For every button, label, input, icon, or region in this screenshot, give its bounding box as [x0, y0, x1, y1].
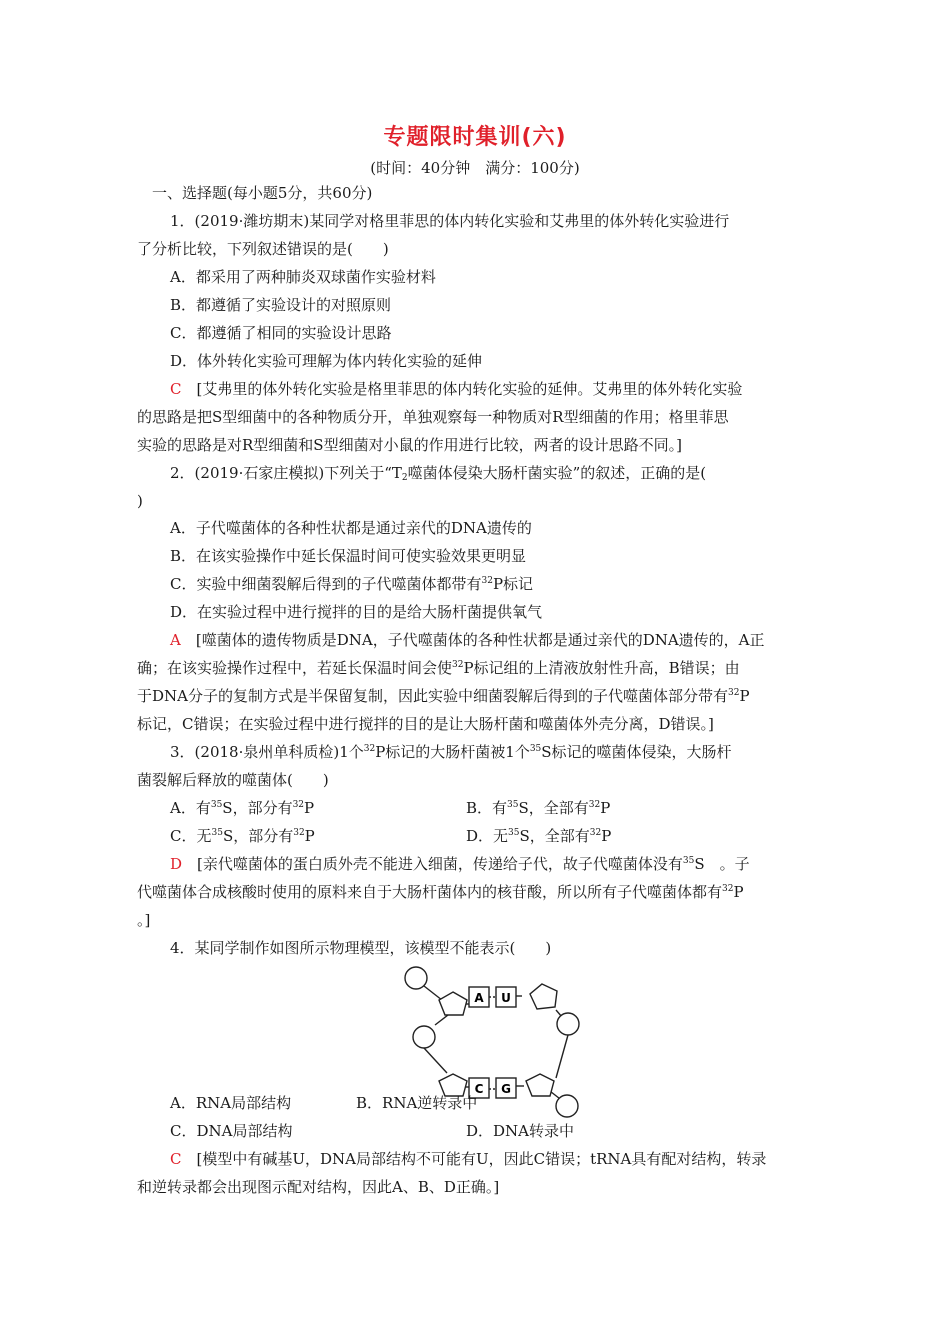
q4-explanation-line2: 和逆转录都会出现图示配对结构，因此A、B、D正确。]	[137, 1178, 500, 1196]
q2-explanation-line1: A [噬菌体的遗传物质是DNA，子代噬菌体的各种性状都是通过亲代的DNA遗传的，A正	[170, 631, 765, 649]
q1-answer: C	[170, 380, 182, 398]
base-label-c: C	[474, 1082, 484, 1096]
q3-stem-line1: 3．(2018·泉州单科质检)1个$^{32}$P标记的大肠杆菌被1个$^{35}$S标记的噬菌体侵染，大肠杆	[170, 743, 732, 761]
q4-option-a: A．RNA局部结构	[170, 1094, 292, 1112]
q4-option-c: C．DNA局部结构	[170, 1122, 293, 1140]
q2-option-a: A．子代噬菌体的各种性状都是通过亲代的DNA遗传的	[170, 519, 532, 537]
backbone-bond	[556, 1035, 568, 1078]
q2-explanation-line3: 于DNA分子的复制方式是半保留复制，因此实验中细菌裂解后得到的子代噬菌体部分带有$^{32}$P	[137, 687, 750, 705]
q2-stem-line1: 2．(2019·石家庄模拟)下列关于“$T_2$噬菌体侵染大肠杆菌实验”的叙述，正确的是(	[170, 464, 707, 483]
q1-explanation-line2: 的思路是把S型细菌中的各种物质分开，单独观察每一种物质对R型细菌的作用；格里菲思	[137, 408, 729, 426]
q4-explanation-line1: C [模型中有碱基U，DNA局部结构不可能有U，因此C错误；tRNA具有配对结构，转录	[170, 1150, 767, 1168]
base-label-a: A	[474, 991, 484, 1005]
page-subtitle: (时间：40分钟 满分：100分)	[370, 159, 580, 177]
page-title: 专题限时集训(六)	[383, 125, 567, 150]
section-heading: 一、选择题(每小题5分，共60分)	[152, 184, 373, 202]
q3-option-a: A．有$^{35}$S，部分有$^{32}$P	[170, 799, 315, 817]
q2-option-c: C．实验中细菌裂解后得到的子代噬菌体都带有$^{32}$P标记	[170, 575, 534, 593]
q4-option-b: B．RNA逆转录中	[356, 1094, 478, 1112]
base-label-u: U	[501, 991, 511, 1005]
q3-explanation-line3: 。]	[137, 911, 151, 929]
q3-option-b: B．有$^{35}$S，全部有$^{32}$P	[466, 799, 611, 817]
q2-stem-line2: )	[137, 492, 143, 510]
q2-explanation-line2: 确；在该实验操作过程中，若延长保温时间会使$^{32}$P标记组的上清液放射性升高，B错误；由	[137, 659, 740, 677]
base-label-g: G	[501, 1082, 511, 1096]
q1-stem-line1: 1．(2019·潍坊期末)某同学对格里菲思的体内转化实验和艾弗里的体外转化实验进行	[170, 212, 730, 230]
q2-option-d: D．在实验过程中进行搅拌的目的是给大肠杆菌提供氧气	[170, 603, 543, 621]
q3-option-d: D．无$^{35}$S，全部有$^{32}$P	[466, 827, 612, 845]
q1-explanation-line3: 实验的思路是对R型细菌和S型细菌对小鼠的作用进行比较，两者的设计思路不同。]	[137, 436, 682, 454]
q2-answer: A	[170, 631, 181, 649]
q3-explanation-line2: 代噬菌体合成核酸时使用的原料来自于大肠杆菌体内的核苷酸，所以所有子代噬菌体都有$^{32}$P	[137, 883, 744, 901]
q2-option-b: B．在该实验操作中延长保温时间可使实验效果更明显	[170, 547, 527, 565]
q3-option-c: C．无$^{35}$S，部分有$^{32}$P	[170, 827, 315, 845]
q3-answer: D	[170, 855, 183, 873]
q1-option-a: A．都采用了两种肺炎双球菌作实验材料	[170, 268, 436, 286]
q3-stem-line2: 菌裂解后释放的噬菌体( )	[137, 771, 329, 789]
q1-option-b: B．都遵循了实验设计的对照原则	[170, 296, 392, 314]
q2-explanation-line4: 标记，C错误；在实验过程中进行搅拌的目的是让大肠杆菌和噬菌体外壳分离，D错误。]	[137, 715, 714, 733]
q4-option-d: D．DNA转录中	[466, 1122, 575, 1140]
q4-answer: C	[170, 1150, 182, 1168]
q1-explanation-line1: C [艾弗里的体外转化实验是格里菲思的体内转化实验的延伸。艾弗里的体外转化实验	[170, 380, 743, 398]
backbone-bond	[424, 1048, 447, 1073]
phosphate-circle	[557, 1013, 579, 1035]
q1-option-d: D．体外转化实验可理解为体内转化实验的延伸	[170, 352, 483, 370]
q1-option-c: C．都遵循了相同的实验设计思路	[170, 324, 392, 342]
phosphate-circle	[413, 1026, 435, 1048]
backbone-bond	[435, 1015, 448, 1025]
phosphate-circle	[405, 967, 427, 989]
pentose-sugar	[439, 992, 467, 1015]
q1-stem-line2: 了分析比较，下列叙述错误的是( )	[137, 240, 389, 258]
q4-stem: 4．某同学制作如图所示物理模型，该模型不能表示( )	[170, 939, 552, 957]
pentose-sugar	[530, 984, 557, 1009]
q3-explanation-line1: D [亲代噬菌体的蛋白质外壳不能进入细菌，传递给子代，故子代噬菌体没有$^{35}$S 。子	[170, 855, 750, 873]
